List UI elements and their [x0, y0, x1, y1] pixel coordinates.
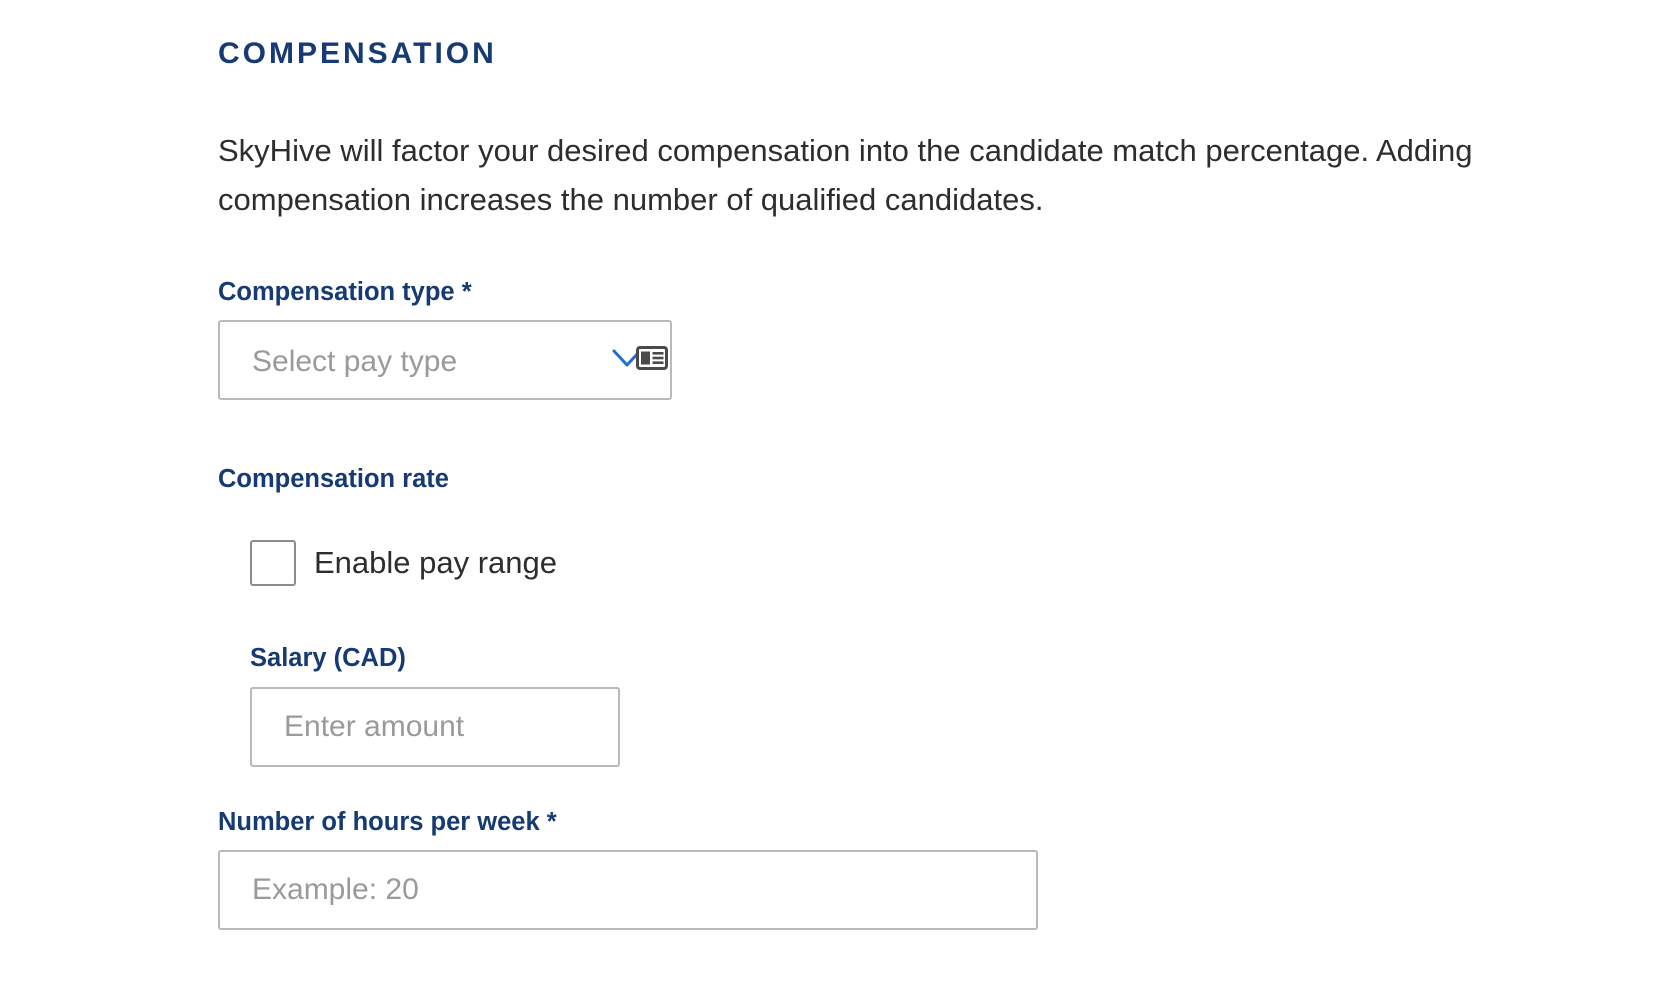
salary-label: Salary (CAD) [250, 644, 406, 672]
hours-per-week-input[interactable] [218, 850, 1038, 930]
pay-range-checkbox-label[interactable]: Enable pay range [314, 545, 558, 580]
compensation-type-label: Compensation type * [218, 278, 472, 306]
compensation-type-select[interactable] [218, 320, 672, 400]
compensation-type-placeholder: Select pay type [252, 345, 458, 378]
hours-per-week-label: Number of hours per week * [218, 808, 557, 836]
section-description: SkyHive will factor your desired compensation into the candidate match percentage. Adding compensation increases the number of qualified candidates. [218, 133, 1473, 217]
pay-range-toggle[interactable] [250, 538, 557, 588]
compensation-rate-label: Compensation rate [218, 465, 449, 493]
salary-input[interactable] [250, 687, 620, 767]
section-title: COMPENSATION [218, 37, 497, 70]
pay-range-checkbox[interactable] [250, 540, 296, 586]
contact-card-icon [636, 346, 668, 370]
